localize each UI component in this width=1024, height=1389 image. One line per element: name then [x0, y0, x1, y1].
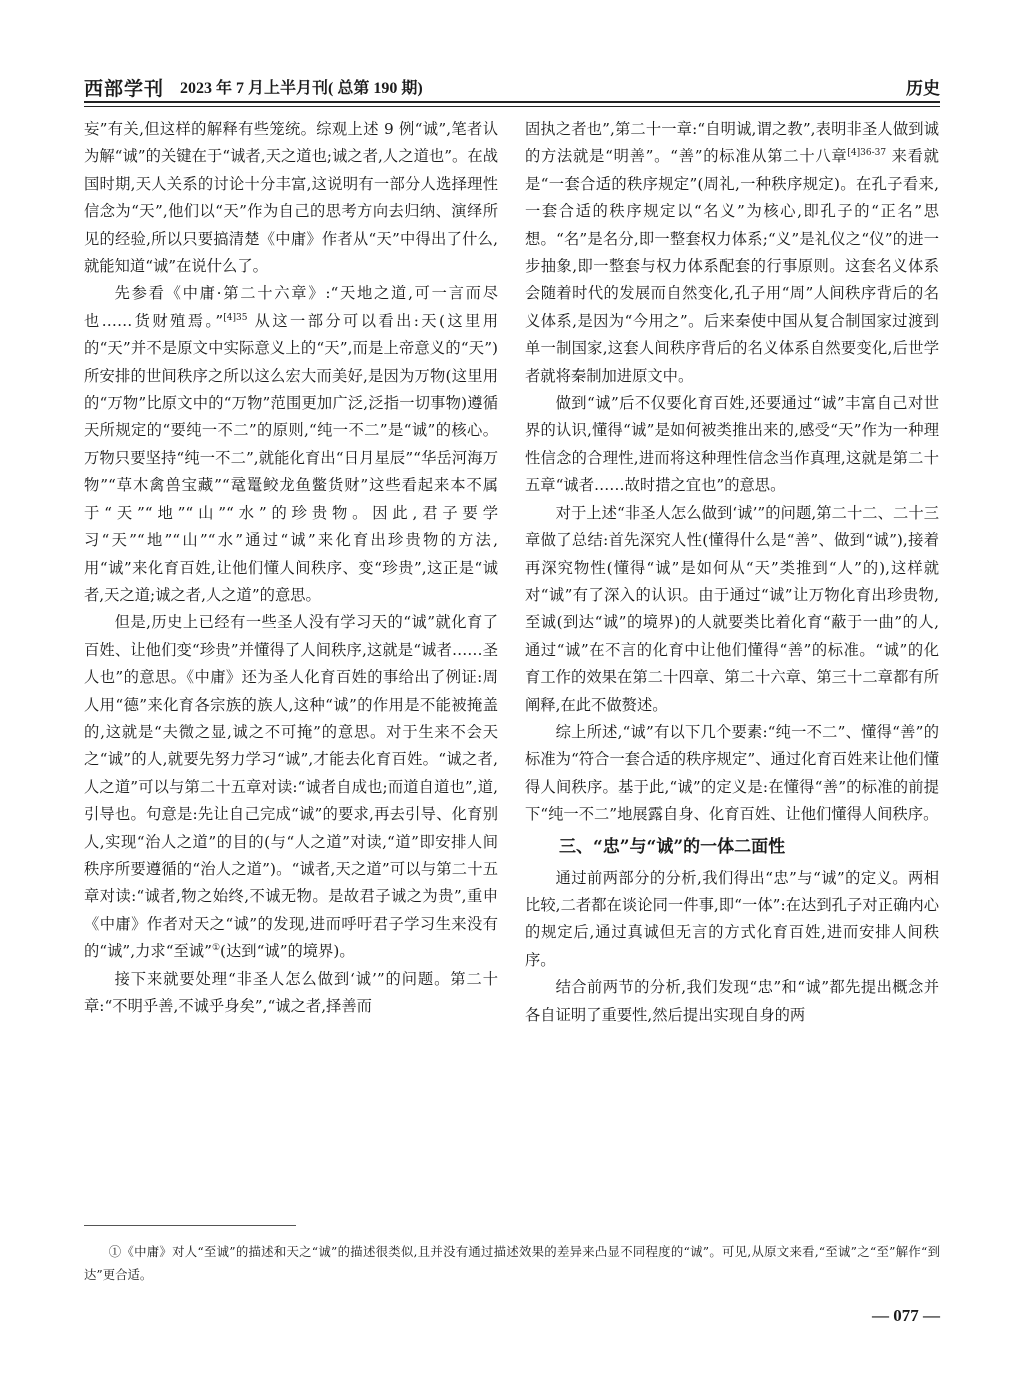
- citation-marker: [4]35: [223, 312, 248, 323]
- paragraph-text: (达到“诚”的境界)。: [220, 942, 355, 961]
- left-column: [84, 116, 498, 1020]
- paragraph: [84, 116, 498, 280]
- paragraph-text: 综上所述,“诚”有以下几个要素:“纯一不二”、懂得“善”的标准为“符合一套合适的秩序规定”、通过化育百姓来让他们懂得人间秩序。基于此,“诚”的定义是:在懂得“善”的标准的前提下“纯一不二”地展露自身、化育百姓、让他们懂得人间秩序。: [525, 722, 939, 824]
- paragraph-text: 对于上述“非圣人怎么做到‘诚’”的问题,第二十二、二十三章做了总结:首先深究人性(懂得什么是“善”、做到“诚”),接着再深究物性(懂得“诚”是如何从“天”类推到“人”的),这样就对“诚”有了深入的认识。由于通过“诚”让万物化育出珍贵物,至诚(到达“诚”的境界)的人就要类比着化育“蔽于一曲”的人,通过“诚”在不言的化育中让他们懂得“善”的标准。“诚”的化育工作的效果在第二十四章、第二十六章、第三十二章都有所阐释,在此不做赘述。: [525, 503, 939, 714]
- paragraph: [84, 280, 498, 609]
- paragraph: [525, 719, 939, 829]
- citation-marker: ①: [211, 943, 221, 954]
- issue-info: 2023 年 7 月上半月刊( 总第 190 期): [180, 80, 423, 97]
- paragraph-text: 通过前两部分的分析,我们得出“忠”与“诚”的定义。两相比较,二者都在谈论同一件事,即“一体”:在达到孔子对正确内心的规定后,通过真诚但无言的方式化育百姓,进而安排人间秩序。: [525, 868, 939, 969]
- paragraph: [84, 609, 498, 965]
- paragraph: [525, 500, 939, 719]
- paragraph-text: 固执之者也”,第二十一章:“自明诚,谓之教”,表明非圣人做到诚的方法就是“明善”。“善”的标准从第二十八章: [525, 120, 939, 166]
- running-header: [84, 74, 940, 102]
- journal-logo: 西部学刊: [84, 78, 165, 100]
- paragraph-text: 妄”有关,但这样的解释有些笼统。综观上述 9 例“诚”,笔者认为解“诚”的关键在于“诚者,天之道也;诚之者,人之道也”。在战国时期,天人关系的讨论十分丰富,这说明有一部分人选择理性信念为“天”,他们以“天”作为自己的思考方向去归纳、演绎所见的经验,所以只要搞清楚《中庸》作者从“天”中得出了什么,就能知道“诚”在说什么了。: [84, 120, 498, 276]
- header-rule-thick: [84, 101, 940, 103]
- paragraph-text: 来看就是“一套合适的秩序规定”(周礼,一种秩序规定)。在孔子看来,一套合适的秩序规定以“名义”为核心,即孔子的“正名”思想。“名”是名分,即一整套权力体系;“义”是礼仪之“仪”的进一步抽象,即一整套与权力体系配套的行事原则。这套名义体系会随着时代的发展而自然变化,孔子用“周”人间秩序背后的名义体系,是因为“今用之”。后来秦使中国从复合制国家过渡到单一制国家,这套人间秩序背后的名义体系自然要变化,后世学者就将秦制加进原文中。: [525, 147, 939, 385]
- paragraph-text: 结合前两节的分析,我们发现“忠”和“诚”都先提出概念并各自证明了重要性,然后提出实现自身的两: [525, 978, 939, 1024]
- paragraph: [525, 390, 939, 500]
- paragraph: [525, 865, 939, 975]
- paragraph-text: 先参看《中庸·第二十六章》:“天地之道,可一言而尽也……货财殖焉。”: [84, 284, 498, 330]
- paragraph-text: 做到“诚”后不仅要化育百姓,还要通过“诚”丰富自己对世界的认识,懂得“诚”是如何被类推出来的,感受“天”作为一种理性信念的合理性,进而将这种理性信念当作真理,这就是第二十五章“诚者……故时措之宜也”的意思。: [525, 394, 939, 495]
- paragraph: [525, 116, 939, 390]
- section-label: 历史: [906, 79, 940, 99]
- paragraph-text: 但是,历史上已经有一些圣人没有学习天的“诚”就化育了百姓、让他们变“珍贵”并懂得了人间秩序,这就是“诚者……圣人也”的意思。《中庸》还为圣人化育百姓的事给出了例证:周人用“德”来化育各宗族的族人,这种“诚”的作用是不能被掩盖的,这就是“夫微之显,诚之不可掩”的意思。对于生来不会天之“诚”的人,就要先努力学习“诚”,才能去化育百姓。“诚之者,人之道”可以与第二十五章对读:“诚者自成也;而道自道也”,道,引导也。句意是:先让自己完成“诚”的要求,再去引导、化育别人,实现“治人之道”的目的(与“人之道”对读,“道”即安排人间秩序所要遵循的“治人之道”)。“诚者,天之道”可以与第二十五章对读:“诚者,物之始终,不诚无物。是故君子诚之为贵”,重申《中庸》作者对天之“诚”的发现,进而呼吁君子学习生来没有的“诚”,力求“至诚”: [84, 613, 498, 961]
- paragraph-text: 从这一部分可以看出:天(这里用的“天”并不是原文中实际意义上的“天”,而是上帝意义的“天”)所安排的世间秩序之所以这么宏大而美好,是因为万物(这里用的“万物”比原文中的“万物”范围更加广泛,泛指一切事物)遵循天所规定的“要纯一不二”的原则,“纯一不二”是“诚”的核心。万物只要坚持“纯一不二”,就能化育出“日月星辰”“华岳河海万物”“草木禽兽宝藏”“鼋鼍鲛龙鱼鳖货财”这些看起来本不属于“天”“地”“山”“水”的珍贵物。因此,君子要学习“天”“地”“山”“水”通过“诚”来化育出珍贵物的方法,用“诚”来化育百姓,让他们懂人间秩序、变“珍贵”,这正是“诚者,天之道;诚之者,人之道”的意思。: [84, 311, 498, 604]
- footnote-rule: [84, 1225, 296, 1226]
- page-number: — 077 —: [872, 1306, 940, 1325]
- paragraph-text: 接下来就要处理“非圣人怎么做到‘诚’”的问题。第二十章:“不明乎善,不诚乎身矣”,“诚之者,择善而: [84, 969, 498, 1015]
- right-column: [525, 116, 939, 1029]
- citation-marker: [4]36-37: [847, 148, 887, 159]
- paragraph: [84, 966, 498, 1021]
- header-rule-thin: [84, 106, 940, 107]
- paragraph: [525, 974, 939, 1029]
- footnote: ①《中庸》对人“至诚”的描述和天之“诚”的描述很类似,且并没有通过描述效果的差异来凸显不同程度的“诚”。可见,从原文来看,“至诚”之“至”解作“到达”更合适。: [84, 1244, 940, 1282]
- section-heading: 三、“忠”与“诚”的一体二面性: [559, 836, 786, 857]
